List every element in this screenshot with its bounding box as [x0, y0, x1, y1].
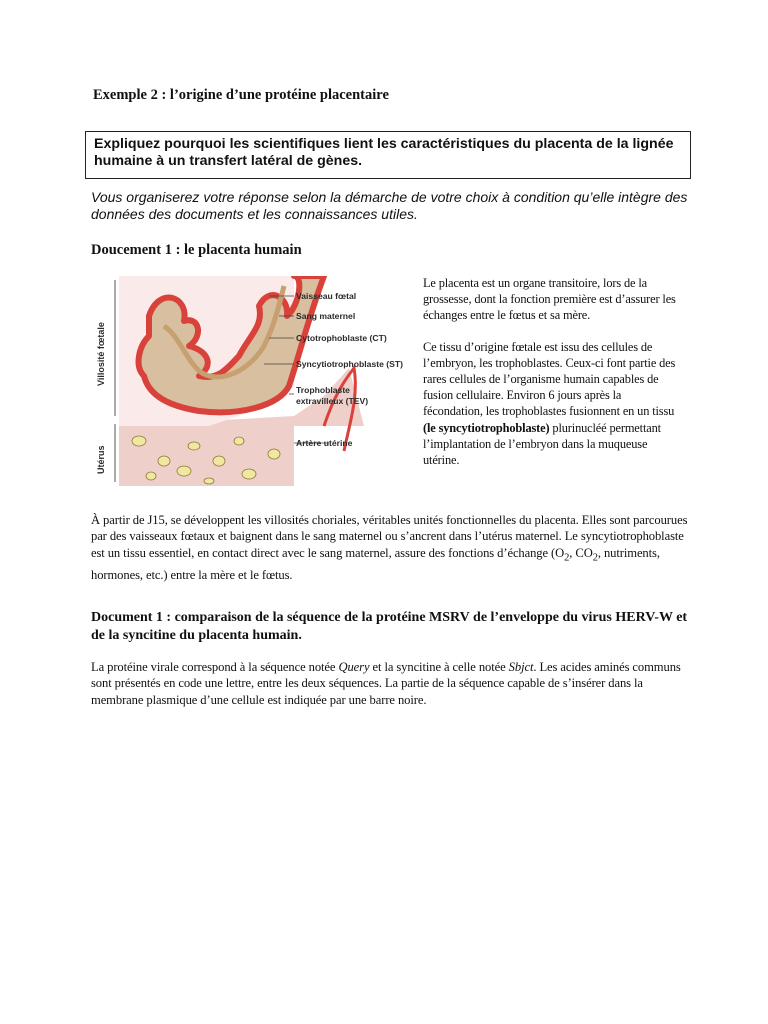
paragraph-j15-part3: , nutriments, hormones, etc.) entre la mère et le fœtus. — [91, 545, 660, 582]
document-2-paragraph — [91, 659, 691, 708]
placenta-diagram — [89, 276, 411, 486]
paragraph-j15-part1: À partir de J15, se développent les villosités choriales, véritables unités fonctionnelles du placenta. Elles sont parcourues par des vaisseaux fœtaux et baignent dans le sang maternel ou s’ancrent dans l’utérus maternel. Le syncytiotrophoblaste est un tissu essentiel, en contact direct avec le sang maternel, assure des fonctions d’échange (O — [91, 513, 688, 560]
label-trophoblaste: Trophoblaste — [296, 385, 350, 395]
document-2-title: Document 1 : comparaison de la séquence de la protéine MSRV de l’enveloppe du virus HERV-W et de la syncitine du placenta humain. — [91, 610, 688, 643]
instruction-text: Vous organiserez votre réponse selon la démarche de votre choix à condition qu’elle intègre des données des documents et les connaissances utiles. — [91, 189, 688, 222]
doc2-text-1: La protéine virale correspond à la séquence notée — [91, 660, 339, 674]
document-1-side-text — [423, 275, 681, 483]
label-cytotrophoblaste: Cytotrophoblaste (CT) — [296, 333, 387, 343]
side-paragraph-2-start: Ce tissu d’origine fœtale est issu des cellules de l’embryon, les trophoblastes. Ceux-ci font partie des rares cellules de l’organisme humain capables de fusion cellulaire. Environ 6 jours après la fécondation, les trophoblastes fusionnent en un tissu — [423, 339, 676, 419]
paragraph-j15 — [91, 512, 691, 583]
query-label: Query — [338, 660, 370, 674]
paragraph-j15-part2: , CO — [569, 545, 593, 560]
document-1-title: Doucement 1 : le placenta humain — [91, 242, 302, 258]
side-label-uterus: Utérus — [96, 445, 106, 474]
side-label-villosite: Villosité fœtale — [96, 322, 106, 386]
label-syncytiotrophoblaste: Syncytiotrophoblaste (ST) — [296, 359, 403, 369]
label-extravilleux: extravilleux (TEV) — [296, 396, 369, 406]
question-box: Expliquez pourquoi les scientifiques lient les caractéristiques du placenta de la lignée humaine à un transfert latéral de gènes. — [85, 131, 691, 179]
paragraph-j15-text — [91, 512, 691, 583]
sbjct-label: Sbjct — [508, 660, 534, 674]
side-paragraph-2-end: plurinucléé permettant l’implantation de l’embryon dans la muqueuse utérine. — [423, 420, 661, 468]
o2-subscript: 2 — [564, 552, 570, 564]
doc2-text-2: et la syncitine à celle notée — [369, 660, 509, 674]
document-2-text — [91, 659, 691, 708]
label-artere-uterine: Artère utérine — [296, 438, 353, 448]
side-paragraph-1: Le placenta est un organe transitoire, lors de la grossesse, dont la fonction première est d’assurer les échanges entre le fœtus et sa mère. — [423, 276, 676, 323]
placenta-figure — [89, 276, 411, 486]
label-vaisseau-foetal: Vaisseau fœtal — [296, 291, 357, 301]
side-paragraph-2 — [423, 339, 681, 469]
example-title: Exemple 2 : l’origine d’une protéine placentaire — [93, 87, 389, 103]
co2-subscript: 2 — [592, 552, 598, 564]
syncytiotrophoblaste-term: (le syncytiotrophoblaste) — [423, 420, 550, 435]
doc2-text-3: . Les acides aminés communs sont présentés en code une lettre, entre les deux séquences. La partie de la séquence capable de s’insérer dans la membrane plasmique d’une cellule est indiquée par une barre noire. — [91, 660, 681, 707]
label-sang-maternel: Sang maternel — [296, 311, 356, 321]
